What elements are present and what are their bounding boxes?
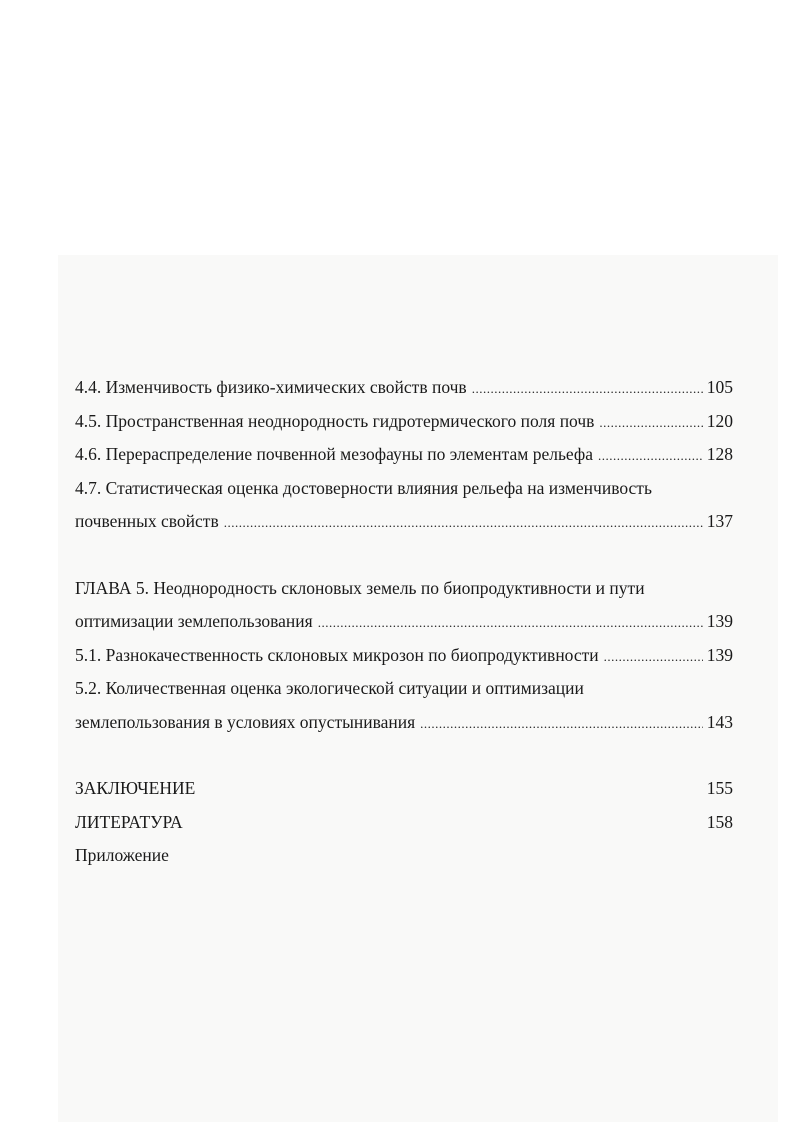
dot-leader <box>318 605 703 640</box>
toc-entry-4-7-line1: 4.7. Статистическая оценка достоверности влияния рельефа на изменчивость <box>75 477 652 498</box>
dot-leader <box>472 371 703 406</box>
toc-entry-title: 4.6. Перераспределение почвенной мезофауны по элементам рельефа <box>75 444 594 464</box>
dot-leader <box>224 505 703 540</box>
toc-entry-title: 5.1. Разнокачественность склоновых микрозон по биопродуктивности <box>75 644 599 665</box>
toc-entry-4-4 <box>75 371 733 405</box>
toc-entry-page: 120 <box>706 410 733 431</box>
dot-leader <box>420 706 703 741</box>
toc-entry-5-1 <box>75 639 733 673</box>
toc-literature <box>75 806 733 840</box>
toc-entry-page: 105 <box>706 377 733 397</box>
toc-chapter-title: оптимизации землепользования <box>75 611 313 631</box>
toc-entry-title: ЛИТЕРАТУРА <box>75 811 183 832</box>
section-gap <box>75 539 733 572</box>
toc-entry-title: 4.4. Изменчивость физико-химических свойств почв <box>75 377 467 397</box>
chapter5-title-line1: ГЛАВА 5. Неоднородность склоновых земель по биопродуктивности и пути <box>75 577 645 598</box>
toc-entry-4-5 <box>75 405 733 439</box>
toc-entry-4-6 <box>75 438 733 472</box>
toc-entry-4-7 <box>75 505 733 539</box>
dot-leader <box>604 639 703 674</box>
toc-entry-page: 155 <box>706 778 733 798</box>
dot-leader <box>599 405 702 440</box>
section-gap <box>75 739 733 772</box>
toc-entry-title: ЗАКЛЮЧЕНИЕ <box>75 778 196 798</box>
toc-entry-title: почвенных свойств <box>75 511 219 531</box>
toc-appendix: Приложение <box>75 845 169 865</box>
toc-entry-title: 4.5. Пространственная неоднородность гидротермического поля почв <box>75 410 595 431</box>
toc-chapter-page: 139 <box>706 611 733 631</box>
toc-entry-5-2-line1: 5.2. Количественная оценка экологической ситуации и оптимизации <box>75 678 584 698</box>
toc-entry-page: 143 <box>706 711 733 732</box>
toc-entry-5-2 <box>75 706 733 740</box>
toc-chapter-5 <box>75 605 733 639</box>
toc-conclusion <box>75 772 733 806</box>
table-of-contents <box>75 371 733 873</box>
toc-entry-page: 139 <box>706 644 733 665</box>
dot-leader <box>598 438 703 473</box>
toc-entry-page: 158 <box>706 811 733 832</box>
toc-entry-page: 128 <box>706 444 733 464</box>
toc-entry-title: землепользования в условиях опустынивания <box>75 711 416 732</box>
toc-entry-page: 137 <box>706 511 733 531</box>
